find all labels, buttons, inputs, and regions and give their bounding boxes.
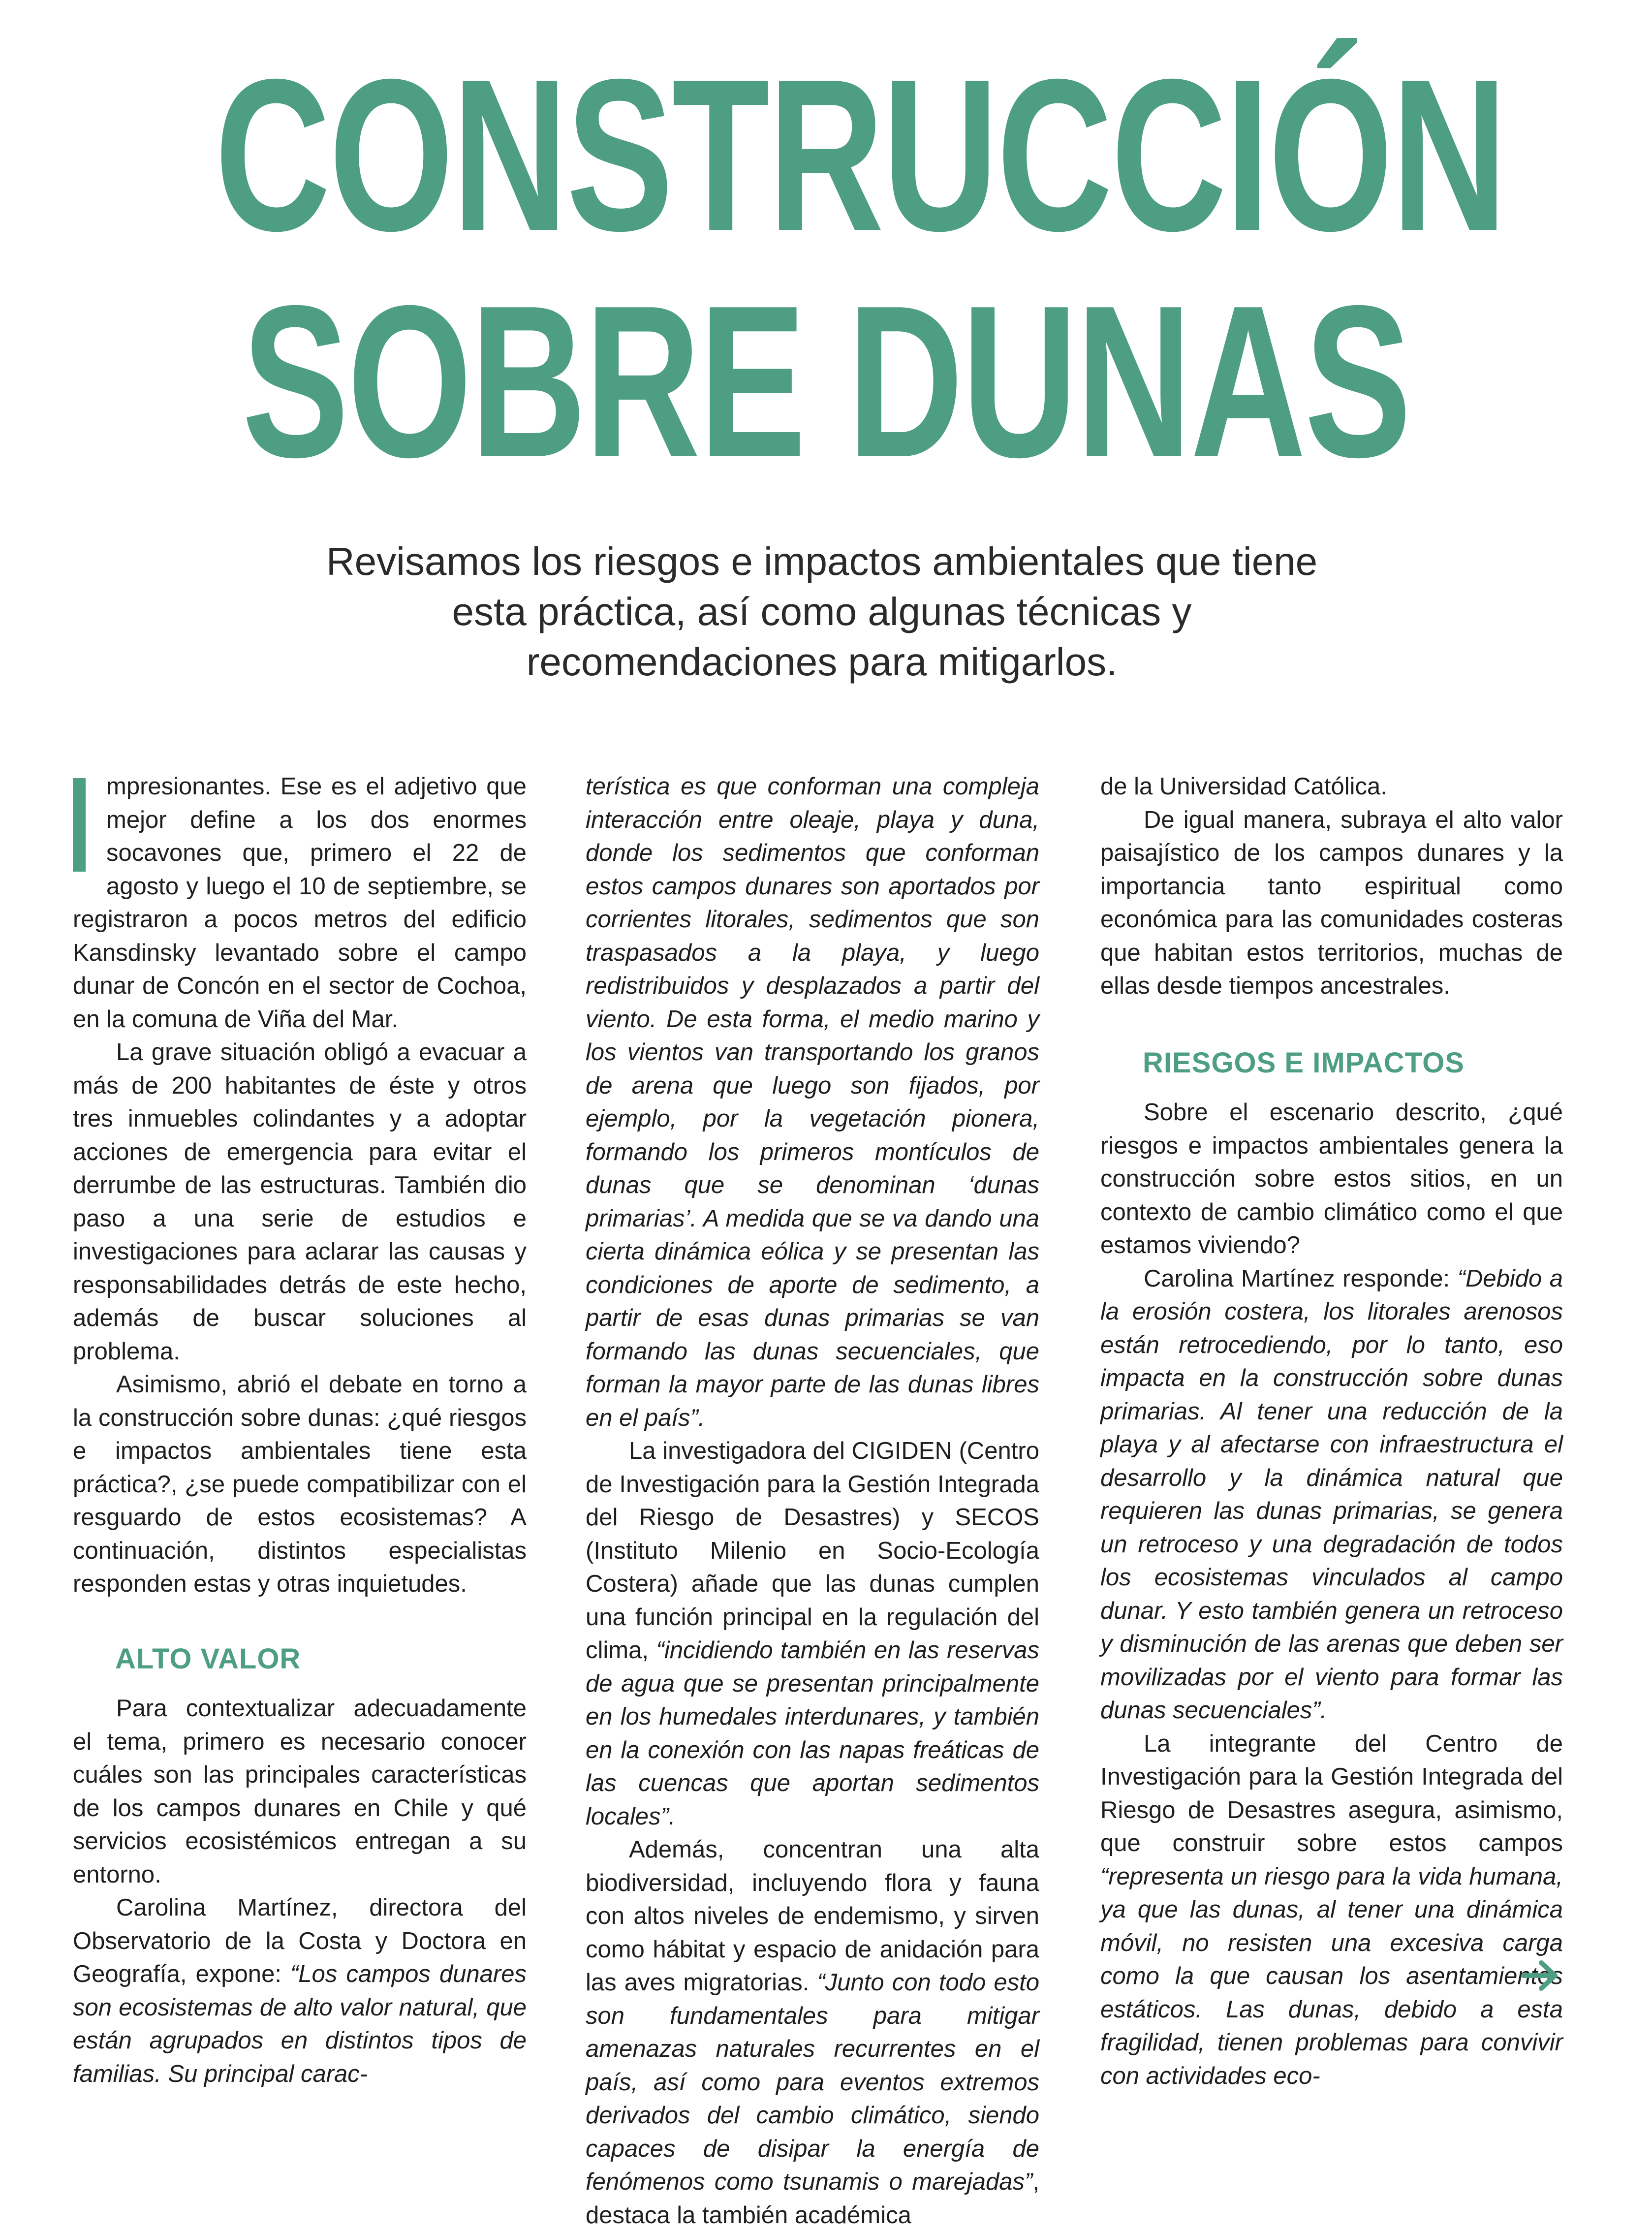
section-heading-alto-valor: ALTO VALOR — [115, 1642, 301, 1675]
paragraph — [586, 1833, 1039, 2232]
quote-text: “Debido a la erosión costera, los litorales arenosos están retrocediendo, por lo tanto, eso impacta en la construcción sobre dunas primarias. Al tener una reducción de la playa y al afectarse con infraestructura el desarrollo y la dinámica natural que requieren las dunas primarias, se genera un retroceso y una degradación de todos los ecosistemas vinculados al campo dunar. Y esto también genera un retroceso y disminución de las arenas que deben ser movilizadas por el viento para formar las dunas secuenciales”. — [1100, 1265, 1563, 1724]
quote-text: “Los campos dunares son ecosistemas de alto valor natural, que están agrupados en distintos tipos de familias. Su principal carac- — [73, 1961, 527, 2087]
lead-text: mpresionantes. Ese es el adjetivo que mejor define a los dos enormes socavones que, primero el 22 de agosto y luego el 10 de septiembre, se registraron a pocos metros del edificio Kansdinsky levantado sobre el campo dunar de Concón en el sector de Cochoa, en la comuna de Viña del Mar. — [73, 773, 527, 1033]
paragraph — [1100, 1262, 1563, 1728]
quote-text: “Junto con todo esto son fundamentales para mitigar amenazas naturales recurrentes en el país, así como para eventos extremos derivados del cambio climático, siendo capaces de disipar la energía de fenómenos como tsunamis o marejadas” — [586, 1969, 1039, 2195]
quote-text: terística es que conforman una compleja interacción entre oleaje, playa y duna, donde los sedimentos que conforman estos campos dunares son aportados por corrientes litorales, sedimentos que son traspasados a la playa, y luego redistribuidos y desplazados a partir del viento. De esta forma, el medio marino y los vientos van transportando los granos de arena que luego son fijados, por ejemplo, por la vegetación pionera, formando los primeros montículos de dunas que se denominan ‘dunas primarias’. A medida que se va dando una cierta dinámica eólica y se presentan las condiciones de aporte de sedimento, a partir de esas dunas primarias se van formando las dunas secuenciales, que forman la mayor parte de las dunas libres en el país”. — [586, 773, 1039, 1431]
article-column-1 — [73, 770, 527, 2087]
paragraph: Para contextualizar adecuadamente el tema, primero es necesario conocer cuáles son las principales características de los campos dunares en Chile y qué servicios ecosistémicos entregan a su entorno. — [73, 1695, 527, 1888]
quote-paragraph — [586, 770, 1039, 1435]
paragraph: De igual manera, subraya el alto valor paisajístico de los campos dunares y la importancia tanto espiritual como económica para las comunidades costeras que habitan estos territorios, muchas de ellas desde tiempos ancestrales. — [1100, 806, 1563, 999]
article-column-2 — [586, 770, 1039, 2229]
quote-text: “incidiendo también en las reservas de agua que se presentan principalmente en los humedales interdunares, y también en la conexión con las napas freáticas de las cuencas que aportan sedimentos locales”. — [586, 1637, 1039, 1830]
paragraph-text: Además, concentran una alta biodiversidad, incluyendo flora y fauna con altos niveles de endemismo, y sirven como hábitat y espacio de anidación para las aves migratorias. — [586, 1836, 1039, 1996]
paragraph — [586, 1435, 1039, 1833]
paragraph — [73, 1891, 527, 2091]
paragraph: La grave situación obligó a evacuar a más de 200 habitantes de éste y otros tres inmuebles colindantes y a adoptar acciones de emergencia para evitar el derrumbe de las estructuras. También dio paso a una serie de estudios e investigaciones para aclarar las causas y responsabilidades detrás de este hecho, además de buscar soluciones al problema. — [73, 1039, 527, 1365]
paragraph-text: La investigadora del CIGIDEN (Centro de Investigación para la Gestión Integrada del Riesgo de Desastres) y SECOS (Instituto Milenio en Socio-Ecología Costera) añade que las dunas cumplen una función principal en la regulación del clima, — [586, 1438, 1039, 1664]
title-line-2: SOBRE DUNAS — [242, 261, 1410, 503]
article-column-3 — [1100, 770, 1563, 2089]
quote-text: “representa un riesgo para la vida humana, ya que las dunas, al tener una dinámica móvil, no resisten una excesiva carga como la que causan los asentamientos estáticos. Las dunas, debido a esta fragilidad, tienen problemas para convivir con actividades eco- — [1100, 1863, 1563, 2089]
subtitle: Revisamos los riesgos e impactos ambientales que tiene esta práctica, así como algunas técnicas y recomendaciones para mitigarlos. — [326, 539, 1318, 684]
paragraph: Asimismo, abrió el debate en torno a la construcción sobre dunas: ¿qué riesgos e impactos ambientales tiene esta práctica?, ¿se puede compatibilizar con el resguardo de estos ecosistemas? A continuación, distintos especialistas responden estas y otras inquietudes. — [73, 1371, 527, 1597]
paragraph-text: Carolina Martínez, directora del Observatorio de la Costa y Doctora en Geografía, expone: — [73, 1894, 527, 1987]
paragraph — [1100, 1728, 1563, 2093]
paragraph-text: Carolina Martínez responde: — [1144, 1265, 1458, 1292]
paragraph-text: La integrante del Centro de Investigación para la Gestión Integrada del Riesgo de Desastres asegura, asimismo, que construir sobre estos campos — [1100, 1730, 1563, 1856]
paragraph: de la Universidad Católica. — [1100, 773, 1387, 800]
paragraph: Sobre el escenario descrito, ¿qué riesgos e impactos ambientales genera la construcción sobre estos sitios, en un contexto de cambio climático como el que estamos viviendo? — [1100, 1099, 1563, 1258]
paragraph-text: , destaca la también académica — [586, 2169, 1039, 2229]
drop-cap-bar — [73, 778, 86, 872]
arrow-right-icon[interactable] — [1521, 1958, 1560, 1993]
title-line-1: CONSTRUCCIÓN — [215, 34, 1506, 276]
lead-paragraph — [73, 770, 527, 1036]
section-heading-riesgos: RIESGOS E IMPACTOS — [1143, 1046, 1465, 1079]
